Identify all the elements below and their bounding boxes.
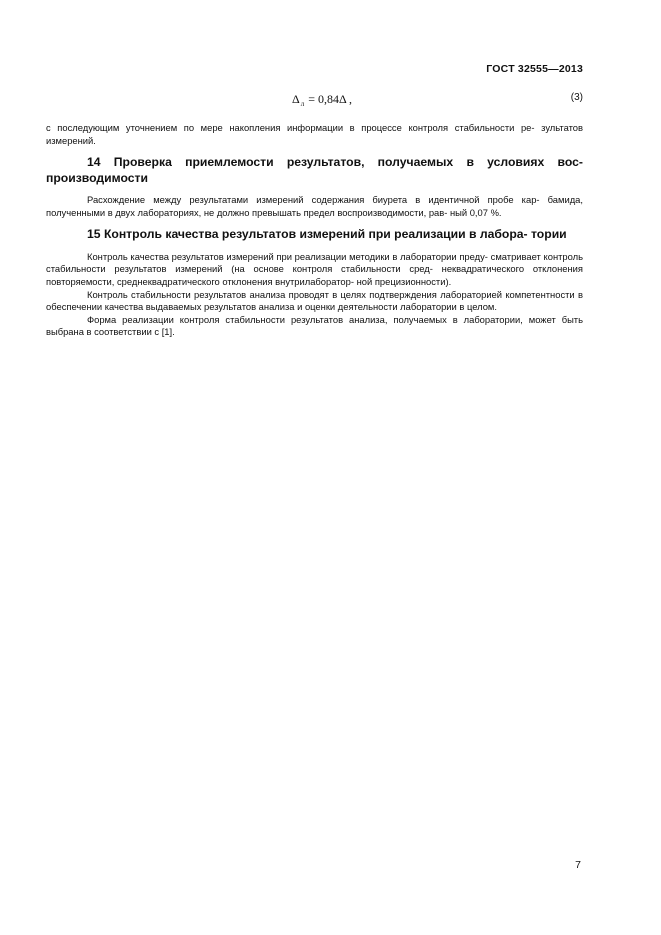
formula-number: (3) — [570, 92, 583, 103]
formula-3 — [292, 92, 352, 107]
section-14-paragraph: Расхождение между результатами измерений содержания биурета в идентичной пробе кар- бамида, полученными в двух лабораториях, не должно превышать предел воспроизводимости, рав- ный 0,07 %. — [46, 194, 583, 218]
section-15-paragraph-2: Контроль стабильности результатов анализа проводят в целях подтверждения лабораторией компетентности в обеспечении качества выдаваемых результатов анализа и оценки деятельности лаборатории в целом. — [46, 288, 583, 313]
section-15-heading: 15 Контроль качества результатов измерений при реализации в лабора- тории — [87, 227, 567, 242]
formula-row — [46, 92, 583, 108]
page-number: 7 — [575, 859, 581, 871]
section-14-heading: 14 Проверка приемлемости результатов, получаемых в условиях вос- производимости — [46, 155, 583, 185]
section-15-paragraph-3: Форма реализации контроля стабильности результатов анализа, получаемых в лаборатории, может быть выбрана в соответствии с [1]. — [46, 313, 583, 338]
document-body — [46, 122, 583, 339]
section-15-paragraph-1: Контроль качества результатов измерений при реализации методики в лаборатории преду- сматривает контроль стабильности результатов измерений (на основе контроля стабильности сред- неквадратического отклонения повторяемости, среднеквадратического отклонения внутрилаборатор- ной прецизионности). — [46, 250, 583, 288]
paragraph-continuation: с последующим уточнением по мере накопления информации в процессе контроля стабильности ре- зультатов измерений. — [46, 122, 583, 146]
formula-subscript: л — [300, 100, 305, 108]
document-code: ГОСТ 32555—2013 — [486, 63, 583, 75]
formula-delta: Δ — [292, 92, 300, 106]
formula-expression: = 0,84Δ , — [308, 92, 353, 106]
